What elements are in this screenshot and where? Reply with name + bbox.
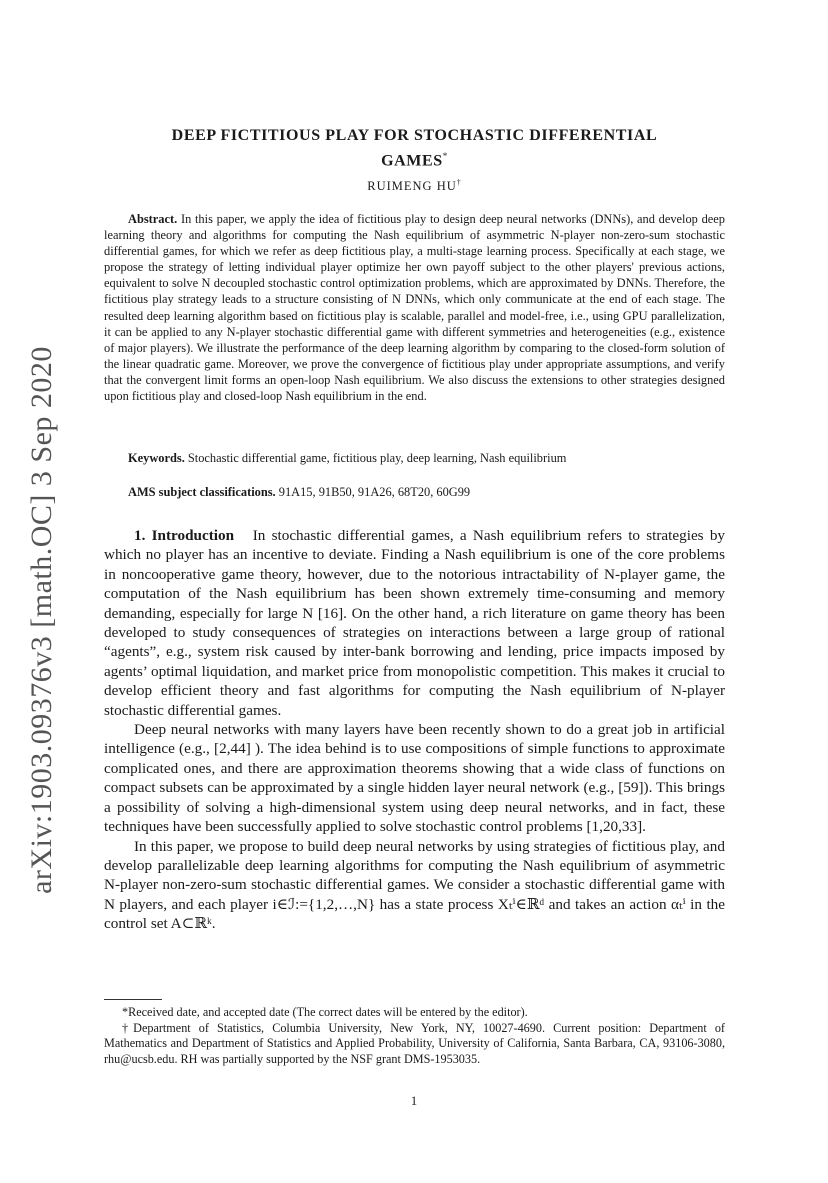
paragraph-1-text: In stochastic differential games, a Nash equilibrium refers to strategies by which no player has an incentive to deviate. Finding a Nash equilibrium is one of the core problems in noncooperative game theory, however, due to the notorious intractability of N-player game, the computation of the Nash equilibrium has been shown extremely time-consuming and memory demanding, especially for large N [16]. On the other hand, a rich literature on game theory has been developed to study consequences of strategies on interactions between a large group of rational “agents”, e.g., system risk caused by inter-bank borrowing and lending, price impacts imposed by agents’ optimal liquidation, and market price from monopolistic competition. This makes it crucial to develop efficient theory and fast algorithms for computing the Nash equilibrium of N-player stochastic differential games. xyxy=(104,527,726,719)
footnote-rule xyxy=(104,999,162,1000)
ams-text: 91A15, 91B50, 91A26, 68T20, 60G99 xyxy=(278,485,471,499)
footnote-1: *Received date, and accepted date (The correct dates will be entered by the editor). xyxy=(122,1005,528,1019)
footnote-2: †Department of Statistics, Columbia University, New York, NY, 10027-4690. Current position: Department of Mathematics and Department of Statistics and Applied Probability, University of California, Santa Barbara, CA, 93106-3080, rhu@ucsb.edu. RH was partially supported by the NSF grant DMS-1953035. xyxy=(104,1021,725,1066)
abstract-text: In this paper, we apply the idea of fictitious play to design deep neural networks (DNNs), and develop deep learning theory and algorithms for computing the Nash equilibrium of asymmetric N-player non-zero-sum stochastic differential games, for which we refer as deep fictitious play, a multi-stage learning process. Specifically at each stage, we propose the strategy of letting individual player optimize her own payoff subject to the other players' previous actions, equivalent to solve N decoupled stochastic control optimization problems, which are approximated by DNNs. Therefore, the fictitious play strategy leads to a structure consisting of N DNNs, which only communicate at the end of each stage. The resulted deep learning algorithm based on fictitious play is scalable, parallel and model-free, i.e., using GPU parallelization, it can be applied to any N-player stochastic differential game with different symmetries and heterogeneities (e.g., existence of major players). We illustrate the performance of the deep learning algorithm by comparing to the closed-form solution of the linear quadratic game. Moreover, we prove the convergence of fictitious play under appropriate assumptions, and verify that the convergent limit forms an open-loop Nash equilibrium. We also discuss the extensions to other strategies designed upon fictitious play and closed-loop Nash equilibrium in the end. xyxy=(104,212,725,404)
paper-title xyxy=(104,126,725,171)
keywords xyxy=(104,451,725,466)
ams-classifications xyxy=(104,485,725,500)
author: RUIMENG HU† xyxy=(367,178,462,194)
abstract xyxy=(104,211,725,404)
keywords-text: Stochastic differential game, fictitious play, deep learning, Nash equilibrium xyxy=(187,451,567,465)
introduction-section xyxy=(104,526,725,934)
section-heading: 1. Introduction xyxy=(134,527,235,544)
arxiv-identifier: arXiv:1903.09376v3 [math.OC] 3 Sep 2020 xyxy=(25,346,58,894)
title-line-2: GAMES* xyxy=(381,151,448,170)
ams-label: AMS subject classifications. xyxy=(128,485,276,499)
author-footnote-mark: † xyxy=(456,178,462,187)
page-number: 1 xyxy=(410,1094,418,1108)
title-line-1: DEEP FICTITIOUS PLAY FOR STOCHASTIC DIFFERENTIAL xyxy=(171,127,658,144)
keywords-label: Keywords. xyxy=(128,451,185,465)
title-footnote-mark: * xyxy=(442,151,448,161)
paragraph-3: In this paper, we propose to build deep neural networks by using strategies of fictitious play, and develop parallelizable deep learning algorithms for computing the Nash equilibrium of asymmetric N-player non-zero-sum stochastic differential games. We consider a stochastic differential game with N players, and each player i∈ℐ:={1,2,…,N} has a state process Xₜⁱ∈ℝᵈ and takes an action αₜⁱ in the control set A⊂ℝᵏ. xyxy=(104,837,725,933)
paragraph-2: Deep neural networks with many layers have been recently shown to do a great job in artificial intelligence (e.g., [2,44] ). The idea behind is to use compositions of simple functions to approximate complicated ones, and there are approximation theorems showing that a wide class of functions on compact subsets can be approximated by a single hidden layer neural network (e.g., [59]). This brings a possibility of solving a high-dimensional system using deep neural networks, and in fact, these techniques have been successfully applied to solve stochastic control problems [1,20,33]. xyxy=(104,721,725,836)
abstract-label: Abstract. xyxy=(128,212,178,226)
paragraph-1 xyxy=(104,526,725,720)
